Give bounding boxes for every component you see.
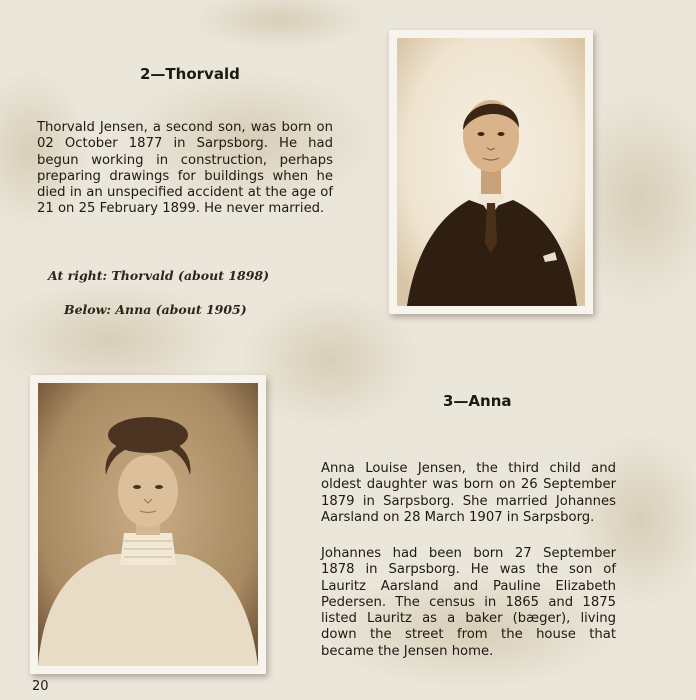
section-heading-anna: 3—Anna xyxy=(443,392,512,410)
caption-below: Below: Anna (about 1905) xyxy=(64,302,247,317)
portrait-man-image xyxy=(397,38,585,306)
section-heading-thorvald: 2—Thorvald xyxy=(140,65,240,83)
portrait-woman-image xyxy=(38,383,258,666)
paragraph-anna-birth: Anna Louise Jensen, the third child and oldest daughter was born on 26 September 1879 in Sarpsborg. She married Johannes Aarsland on 28 March 1907 in Sarpsborg. xyxy=(321,461,616,525)
photo-anna xyxy=(30,375,266,674)
paragraph-thorvald: Thorvald Jensen, a second son, was born on 02 October 1877 in Sarpsborg. He had begun working in construction, perhaps preparing drawings for buildings when he died in an unspecified accident at the age of 21 on 25 February 1899. He never married. xyxy=(37,120,333,217)
photo-thorvald xyxy=(389,30,593,314)
page-number: 20 xyxy=(32,679,49,694)
caption-at-right: At right: Thorvald (about 1898) xyxy=(48,268,270,283)
paragraph-johannes: Johannes had been born 27 September 1878 in Sarpsborg. He was the son of Lauritz Aarsland and Pauline Elizabeth Pedersen. The census in 1865 and 1875 listed Lauritz as a baker (bæger), living down the street from the house that became the Jensen home. xyxy=(321,546,616,659)
